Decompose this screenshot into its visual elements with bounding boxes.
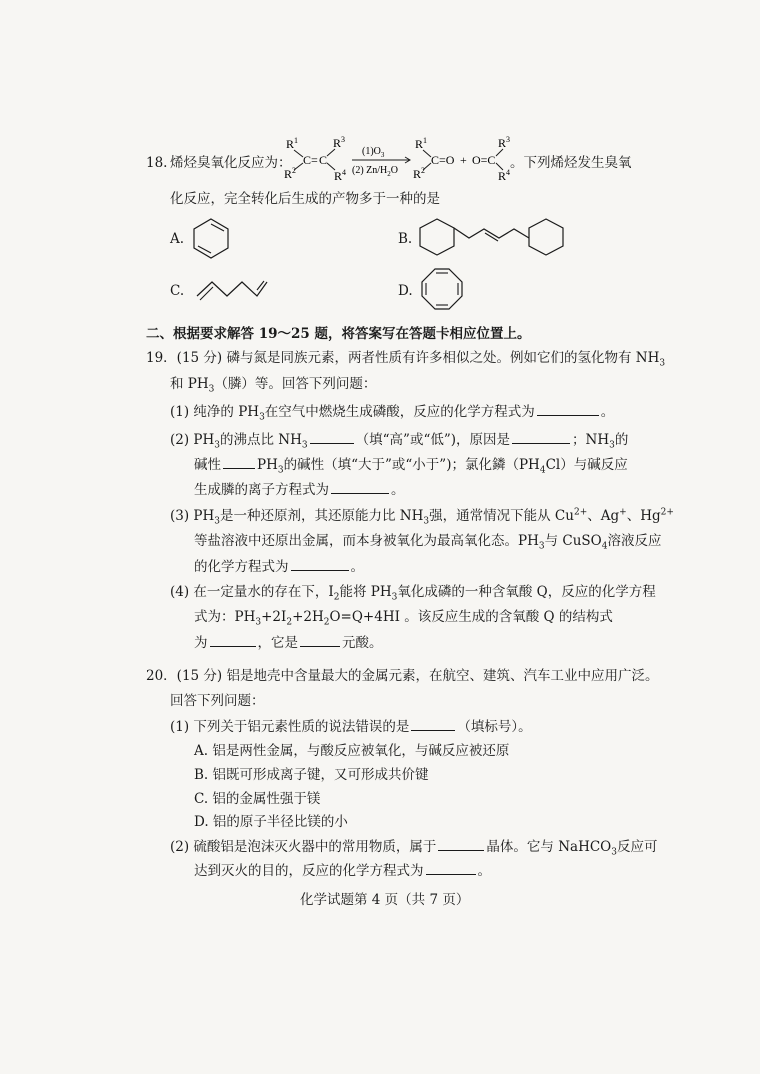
- q18-option-b-label: B.: [398, 231, 413, 247]
- q20-line2: 回答下列问题：: [170, 693, 265, 709]
- answer-blank[interactable]: [426, 861, 476, 875]
- scheme-c-right: C: [319, 153, 328, 167]
- q18-number: 18.: [146, 155, 168, 171]
- product2-r3: $R^3$: [498, 135, 511, 150]
- q19-line2: 和 $PH_3$（膦）等。回答下列问题：: [170, 376, 377, 395]
- answer-blank[interactable]: [411, 717, 455, 731]
- product1-r2: $R^2$: [413, 166, 426, 181]
- scheme-double-bond: =: [311, 153, 318, 167]
- q19-part2-line2: 碱性 $PH_3$的碱性（填“大于”或“小于”)；氯化鏻$(PH_4Cl)$与碱反应: [194, 457, 628, 476]
- scheme-c-left: C: [303, 153, 312, 167]
- hexadiene-structure: [194, 274, 270, 302]
- answer-blank[interactable]: [223, 455, 255, 469]
- scheme-r2: $R^2$: [284, 166, 297, 181]
- q19-line1: 19．(15 分) 磷与氮是同族元素，两者性质有许多相似之处。例如它们的氢化物有 $NH_3$: [146, 350, 666, 369]
- scheme-condition-2: (2) $Zn/H_2O$: [352, 165, 399, 178]
- page-footer: 化学试题第 4 页（共 7 页）: [300, 892, 470, 908]
- answer-blank[interactable]: [210, 633, 256, 647]
- q19-part4-line2: 式为：$PH_3+2I_2+2H_2O=Q+4HI$ 。该反应生成的含氧酸 Q 的结构式: [194, 609, 613, 628]
- q18-line2: 化反应，完全转化后生成的产物多于一种的是: [170, 191, 440, 207]
- q20-option-b: B. 铝既可形成离子键，又可形成共价键: [194, 767, 429, 783]
- product1-r1: $R^1$: [415, 136, 428, 151]
- q19-part4-line3: 为 ，它是 元酸。: [194, 635, 383, 651]
- q19-part3-line2: 等盐溶液中还原出金属，而本身被氧化为最高氧化态。$PH_3$与 CuSO$_4$溶液反应: [194, 533, 662, 552]
- product2-carbonyl: O=C: [472, 153, 496, 167]
- q20-part1: (1) 下列关于铝元素性质的说法错误的是 （填标号）。: [170, 719, 532, 735]
- q19-part2-line3: 生成膦的离子方程式为 。: [194, 482, 405, 498]
- q19-part3-line1: (3) $PH_3$是一种还原剂，其还原能力比 $NH_3$强，通常情况下能从 $Cu^{2+}$、Ag+、$Hg^{2+}$: [170, 507, 674, 527]
- q20-part2-line2: 达到灭火的目的，反应的化学方程式为 。: [194, 863, 491, 879]
- q18-tail: 。下列烯烃发生臭氧: [510, 155, 632, 171]
- q18-option-d-label: D.: [398, 283, 413, 299]
- answer-blank[interactable]: [300, 633, 340, 647]
- answer-blank[interactable]: [438, 837, 484, 851]
- scheme-r4: $R^4$: [334, 168, 347, 183]
- q18-option-a-label: A.: [170, 231, 185, 247]
- answer-blank[interactable]: [512, 430, 570, 444]
- scheme-condition-1: $(1)O_3$: [362, 146, 385, 159]
- answer-blank[interactable]: [537, 402, 599, 416]
- q20-part2-line1: (2) 硫酸铝是泡沫灭火器中的常用物质，属于 晶体。它与 NaHCO$_3$反应可: [170, 839, 658, 858]
- q20-option-c: C. 铝的金属性强于镁: [194, 791, 321, 807]
- answer-blank[interactable]: [331, 480, 389, 494]
- scheme-r3: $R^3$: [333, 135, 346, 150]
- answer-blank[interactable]: [291, 557, 349, 571]
- product2-r4: $R^4$: [498, 168, 511, 183]
- scheme-r1: $R^1$: [286, 136, 299, 151]
- q20-option-a: A. 铝是两性金属，与酸反应被氧化，与碱反应被还原: [194, 743, 510, 759]
- q20-option-d: D. 铝的原子半径比镁的小: [194, 814, 348, 830]
- scheme-plus: +: [460, 153, 467, 167]
- dicyclohexyl-butene-structure: [417, 212, 569, 262]
- q19-part3-line3: 的化学方程式为 。: [194, 559, 364, 575]
- section-heading: 二、根据要求解答 19～25 题，将答案写在答题卡相应位置上。: [146, 326, 531, 342]
- cyclooctatetraene-structure: [419, 266, 465, 312]
- cyclohexadiene-structure: [190, 216, 232, 260]
- ozonolysis-scheme: [282, 132, 512, 190]
- q18-option-c-label: C.: [170, 283, 185, 299]
- q18-intro: 烯烃臭氧化反应为：: [170, 155, 292, 171]
- q20-line1: 20．(15 分) 铝是地壳中含量最大的金属元素，在航空、建筑、汽车工业中应用广泛。: [146, 668, 659, 684]
- q19-part1: (1) 纯净的 $PH_3$在空气中燃烧生成磷酸，反应的化学方程式为 。: [170, 404, 615, 423]
- answer-blank[interactable]: [310, 430, 354, 444]
- q19-part2-line1: (2) $PH_3$的沸点比 $NH_3$ （填“高”或“低”)，原因是 ；$NH_3$的: [170, 432, 629, 451]
- product1-carbonyl: C=O: [431, 153, 455, 167]
- q19-part4-line1: (4) 在一定量水的存在下，$I_2$能将 $PH_3$氧化成磷的一种含氧酸 Q，反应的化学方程: [170, 584, 656, 603]
